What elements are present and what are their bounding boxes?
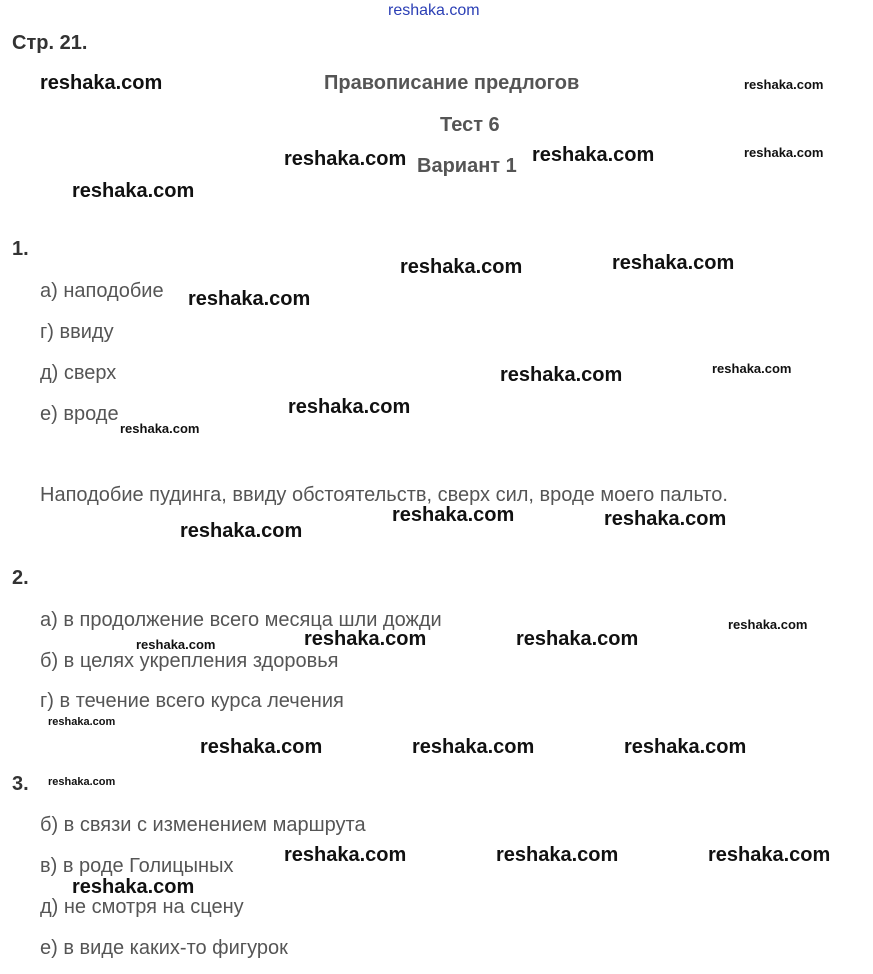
watermark: reshaka.com [624,736,747,758]
watermark: reshaka.com [604,508,727,530]
question-3-item-e: е) в виде каких-то фигурок [40,937,288,959]
watermark: reshaka.com [288,396,411,418]
watermark: reshaka.com [136,637,216,652]
question-2-item-b: б) в целях укрепления здоровья [40,650,339,672]
question-1-number: 1. [12,238,29,260]
watermark: reshaka.com [712,361,792,376]
question-3-number: 3. [12,773,29,795]
top-watermark[interactable]: reshaka.com [388,2,480,19]
watermark: reshaka.com [612,252,735,274]
watermark: reshaka.com [284,844,407,866]
watermark: reshaka.com [532,144,655,166]
watermark: reshaka.com [728,617,808,632]
watermark: reshaka.com [744,145,824,160]
title: Правописание предлогов [324,72,580,94]
question-3-item-b: б) в связи с изменением маршрута [40,814,366,836]
watermark: reshaka.com [744,77,824,92]
question-2-number: 2. [12,567,29,589]
watermark: reshaka.com [392,504,515,526]
watermark: reshaka.com [496,844,619,866]
watermark: reshaka.com [708,844,831,866]
watermark: reshaka.com [304,628,427,650]
question-3-item-v: в) в роде Голицыных [40,855,234,877]
variant-heading: Вариант 1 [417,155,517,177]
question-1-item-d: д) сверх [40,362,117,384]
watermark: reshaka.com [72,876,195,898]
question-3-item-d: д) не смотря на сцену [40,896,244,918]
watermark: reshaka.com [180,520,303,542]
watermark: reshaka.com [120,421,200,436]
question-1-sentence: Наподобие пудинга, ввиду обстоятельств, сверх сил, вроде моего пальто. [40,484,728,506]
watermark: reshaka.com [48,716,116,728]
watermark: reshaka.com [400,256,523,278]
question-1-item-a: а) наподобие [40,280,164,302]
test-heading: Тест 6 [440,114,500,136]
question-1-item-e: е) вроде [40,403,119,425]
watermark: reshaka.com [412,736,535,758]
watermark: reshaka.com [188,288,311,310]
watermark: reshaka.com [500,364,623,386]
question-2-item-g: г) в течение всего курса лечения [40,690,344,712]
watermark: reshaka.com [284,148,407,170]
watermark: reshaka.com [40,72,163,94]
watermark: reshaka.com [200,736,323,758]
question-1-item-g: г) ввиду [40,321,114,343]
page-label: Стр. 21. [12,32,88,54]
watermark: reshaka.com [72,180,195,202]
watermark: reshaka.com [48,776,116,788]
question-2-item-a: а) в продолжение всего месяца шли дожди [40,609,442,631]
watermark: reshaka.com [516,628,639,650]
